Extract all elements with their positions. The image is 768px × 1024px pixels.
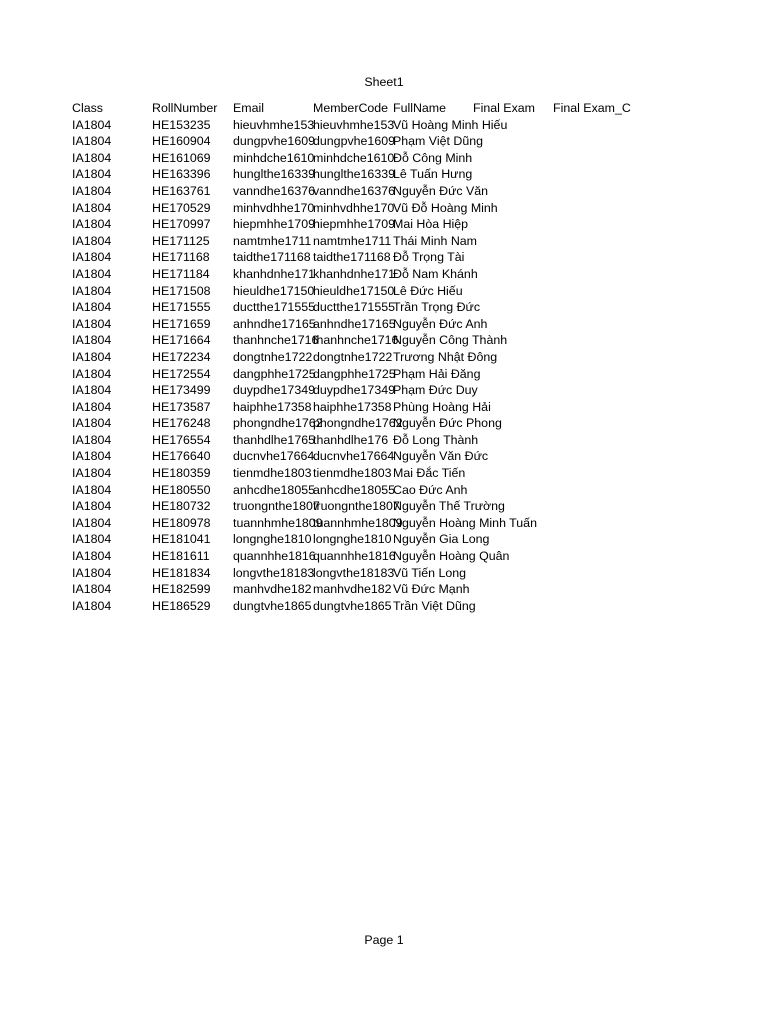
cell-member-code: haiphhe17358 bbox=[313, 399, 392, 414]
cell-member-code: hunglthe16339 bbox=[313, 167, 395, 182]
cell-full-name: Phạm Đức Duy bbox=[393, 383, 478, 398]
table-row bbox=[72, 316, 712, 333]
cell-class: IA1804 bbox=[72, 399, 112, 414]
cell-email: dangphhe1725 bbox=[233, 366, 316, 381]
cell-full-name: Trần Trọng Đức bbox=[393, 300, 481, 315]
cell-full-name: Lê Tuấn Hưng bbox=[393, 167, 473, 182]
table-row bbox=[72, 332, 712, 349]
cell-roll-number: HE171664 bbox=[152, 333, 211, 348]
cell-email: taidthe171168 bbox=[233, 250, 311, 265]
table-row bbox=[72, 366, 712, 383]
table-row bbox=[72, 399, 712, 416]
cell-member-code: thanhnche1716 bbox=[313, 333, 399, 348]
cell-email: dongtnhe1722 bbox=[233, 349, 313, 364]
cell-email: longvthe18183 bbox=[233, 565, 315, 580]
cell-member-code: ductthe171555 bbox=[313, 300, 395, 315]
cell-roll-number: HE173499 bbox=[152, 383, 211, 398]
cell-full-name: Phạm Hải Đăng bbox=[393, 366, 481, 381]
cell-member-code: hieuvhmhe153 bbox=[313, 117, 395, 132]
cell-roll-number: HE172554 bbox=[152, 366, 211, 381]
cell-full-name: Nguyễn Đức Văn bbox=[393, 183, 489, 198]
cell-email: quannhhe1816 bbox=[233, 549, 316, 564]
cell-roll-number: HE171168 bbox=[152, 250, 210, 265]
cell-member-code: manhvdhe182 bbox=[313, 582, 392, 597]
cell-roll-number: HE181611 bbox=[152, 549, 210, 564]
cell-full-name: Phạm Việt Dũng bbox=[393, 134, 484, 149]
table-row bbox=[72, 283, 712, 300]
cell-email: tuannhmhe1809 bbox=[233, 515, 323, 530]
cell-class: IA1804 bbox=[72, 532, 112, 547]
cell-class: IA1804 bbox=[72, 416, 112, 431]
cell-class: IA1804 bbox=[72, 266, 112, 281]
cell-full-name: Cao Đức Anh bbox=[393, 482, 468, 497]
data-grid bbox=[72, 100, 712, 614]
cell-member-code: dungtvhe1865 bbox=[313, 598, 392, 613]
table-row bbox=[72, 382, 712, 399]
cell-class: IA1804 bbox=[72, 167, 112, 182]
cell-class: IA1804 bbox=[72, 466, 112, 481]
cell-class: IA1804 bbox=[72, 482, 112, 497]
cell-roll-number: HE176248 bbox=[152, 416, 211, 431]
cell-class: IA1804 bbox=[72, 250, 112, 265]
cell-class: IA1804 bbox=[72, 565, 112, 580]
cell-email: hiepmhhe1709 bbox=[233, 217, 315, 232]
cell-full-name: Mai Đắc Tiến bbox=[393, 466, 466, 481]
table-body bbox=[72, 117, 712, 615]
cell-class: IA1804 bbox=[72, 383, 112, 398]
cell-email: ducnvhe17664 bbox=[233, 449, 315, 464]
cell-full-name: Trương Nhật Đông bbox=[393, 349, 498, 364]
cell-roll-number: HE186529 bbox=[152, 598, 211, 613]
cell-roll-number: HE176640 bbox=[152, 449, 211, 464]
header-email: Email bbox=[233, 101, 264, 115]
cell-full-name: Đỗ Nam Khánh bbox=[393, 266, 478, 281]
cell-roll-number: HE180550 bbox=[152, 482, 211, 497]
table-row bbox=[72, 166, 712, 183]
header-final-exam: Final Exam bbox=[473, 100, 553, 117]
cell-member-code: dangphhe1725 bbox=[313, 366, 396, 381]
cell-member-code: tienmdhe1803 bbox=[313, 466, 392, 481]
cell-member-code: quannhhe1816 bbox=[313, 549, 396, 564]
cell-class: IA1804 bbox=[72, 582, 112, 597]
cell-email: hieuvhmhe153 bbox=[233, 117, 315, 132]
cell-full-name: Đỗ Trọng Tài bbox=[393, 250, 465, 265]
cell-full-name: Vũ Hoàng Minh Hiếu bbox=[393, 117, 508, 132]
cell-full-name: Nguyễn Công Thành bbox=[393, 333, 508, 348]
table-row bbox=[72, 448, 712, 465]
cell-class: IA1804 bbox=[72, 499, 112, 514]
cell-member-code: longnghe1810 bbox=[313, 532, 392, 547]
cell-roll-number: HE180732 bbox=[152, 499, 211, 514]
cell-full-name: Nguyễn Thế Trường bbox=[393, 499, 505, 514]
cell-roll-number: HE170529 bbox=[152, 200, 211, 215]
cell-roll-number: HE171125 bbox=[152, 233, 210, 248]
cell-full-name: Mai Hòa Hiệp bbox=[393, 217, 469, 232]
cell-roll-number: HE161069 bbox=[152, 150, 211, 165]
header-row bbox=[72, 100, 712, 117]
table-row bbox=[72, 133, 712, 150]
cell-class: IA1804 bbox=[72, 333, 112, 348]
cell-class: IA1804 bbox=[72, 134, 112, 149]
cell-class: IA1804 bbox=[72, 217, 112, 232]
table-row bbox=[72, 200, 712, 217]
cell-class: IA1804 bbox=[72, 150, 112, 165]
cell-roll-number: HE180978 bbox=[152, 515, 211, 530]
cell-class: IA1804 bbox=[72, 598, 112, 613]
table-row bbox=[72, 117, 712, 134]
cell-full-name: Nguyễn Hoàng Minh Tuấn bbox=[393, 515, 537, 530]
cell-member-code: namtmhe1711 bbox=[313, 233, 392, 248]
cell-full-name: Phùng Hoàng Hải bbox=[393, 399, 491, 414]
cell-email: dungpvhe1609 bbox=[233, 134, 315, 149]
cell-class: IA1804 bbox=[72, 549, 112, 564]
cell-full-name: Nguyễn Văn Đức bbox=[393, 449, 489, 464]
table-row bbox=[72, 598, 712, 615]
cell-full-name: Nguyễn Gia Long bbox=[393, 532, 490, 547]
cell-email: tienmdhe1803 bbox=[233, 466, 312, 481]
cell-email: phongndhe1762 bbox=[233, 416, 323, 431]
cell-email: anhndhe17165 bbox=[233, 316, 316, 331]
cell-roll-number: HE176554 bbox=[152, 432, 211, 447]
table-row bbox=[72, 465, 712, 482]
cell-member-code: thanhdlhe176 bbox=[313, 432, 389, 447]
cell-class: IA1804 bbox=[72, 183, 112, 198]
cell-class: IA1804 bbox=[72, 233, 112, 248]
cell-member-code: tuannhmhe1809 bbox=[313, 515, 403, 530]
table-row bbox=[72, 531, 712, 548]
cell-email: khanhdnhe171 bbox=[233, 266, 315, 281]
cell-class: IA1804 bbox=[72, 200, 112, 215]
sheet-title: Sheet1 bbox=[364, 75, 404, 89]
cell-email: minhvdhhe170 bbox=[233, 200, 315, 215]
header-roll-number: RollNumber bbox=[152, 101, 218, 115]
table-row bbox=[72, 565, 712, 582]
cell-full-name: Nguyễn Đức Anh bbox=[393, 316, 488, 331]
cell-member-code: longvthe18183 bbox=[313, 565, 395, 580]
cell-class: IA1804 bbox=[72, 449, 112, 464]
cell-class: IA1804 bbox=[72, 300, 112, 315]
cell-email: ductthe171555 bbox=[233, 300, 315, 315]
cell-email: minhdche1610 bbox=[233, 150, 315, 165]
cell-roll-number: HE160904 bbox=[152, 134, 211, 149]
page-footer: Page 1 bbox=[364, 933, 404, 947]
cell-roll-number: HE171508 bbox=[152, 283, 211, 298]
cell-email: duypdhe17349 bbox=[233, 383, 315, 398]
cell-email: thanhnche1716 bbox=[233, 333, 319, 348]
header-final-exam-c: Final Exam_C bbox=[553, 100, 643, 117]
cell-member-code: khanhdnhe171 bbox=[313, 266, 395, 281]
header-class: Class bbox=[72, 101, 103, 115]
cell-full-name: Vũ Đức Mạnh bbox=[393, 582, 470, 597]
cell-member-code: truongnthe1807 bbox=[313, 499, 400, 514]
table-row bbox=[72, 498, 712, 515]
table-row bbox=[72, 548, 712, 565]
cell-email: namtmhe1711 bbox=[233, 233, 312, 248]
table-row bbox=[72, 299, 712, 316]
cell-roll-number: HE171659 bbox=[152, 316, 211, 331]
cell-roll-number: HE181041 bbox=[152, 532, 211, 547]
cell-email: anhcdhe18055 bbox=[233, 482, 315, 497]
cell-email: hunglthe16339 bbox=[233, 167, 315, 182]
table-row bbox=[72, 183, 712, 200]
table-row bbox=[72, 249, 712, 266]
cell-member-code: hiepmhhe1709 bbox=[313, 217, 395, 232]
cell-class: IA1804 bbox=[72, 366, 112, 381]
cell-email: truongnthe1807 bbox=[233, 499, 320, 514]
cell-class: IA1804 bbox=[72, 316, 112, 331]
cell-roll-number: HE181834 bbox=[152, 565, 211, 580]
cell-full-name: Nguyễn Hoàng Quân bbox=[393, 549, 510, 564]
cell-member-code: anhndhe17165 bbox=[313, 316, 396, 331]
table-row bbox=[72, 581, 712, 598]
cell-member-code: minhvdhhe170 bbox=[313, 200, 395, 215]
cell-full-name: Trần Việt Dũng bbox=[393, 598, 476, 613]
table-row bbox=[72, 233, 712, 250]
cell-roll-number: HE153235 bbox=[152, 117, 211, 132]
table-row bbox=[72, 432, 712, 449]
table-row bbox=[72, 150, 712, 167]
cell-member-code: hieuldhe17150 bbox=[313, 283, 395, 298]
cell-full-name: Lê Đức Hiếu bbox=[393, 283, 463, 298]
cell-roll-number: HE171555 bbox=[152, 300, 211, 315]
cell-roll-number: HE171184 bbox=[152, 266, 210, 281]
cell-full-name: Đỗ Long Thành bbox=[393, 432, 479, 447]
cell-member-code: dongtnhe1722 bbox=[313, 349, 393, 364]
header-full-name: FullName bbox=[393, 101, 447, 115]
cell-member-code: duypdhe17349 bbox=[313, 383, 395, 398]
table-row bbox=[72, 349, 712, 366]
cell-roll-number: HE180359 bbox=[152, 466, 211, 481]
cell-roll-number: HE182599 bbox=[152, 582, 211, 597]
cell-roll-number: HE172234 bbox=[152, 349, 211, 364]
cell-member-code: vanndhe16376 bbox=[313, 183, 395, 198]
header-member-code: MemberCode bbox=[313, 101, 389, 115]
cell-class: IA1804 bbox=[72, 117, 112, 132]
cell-member-code: phongndhe1762 bbox=[313, 416, 403, 431]
cell-email: manhvdhe182 bbox=[233, 582, 312, 597]
cell-email: hieuldhe17150 bbox=[233, 283, 315, 298]
cell-member-code: ducnvhe17664 bbox=[313, 449, 395, 464]
cell-full-name: Vũ Tiến Long bbox=[393, 565, 467, 580]
cell-class: IA1804 bbox=[72, 432, 112, 447]
cell-email: thanhdlhe1765 bbox=[233, 432, 315, 447]
cell-member-code: taidthe171168 bbox=[313, 250, 391, 265]
cell-roll-number: HE170997 bbox=[152, 217, 211, 232]
table-row bbox=[72, 482, 712, 499]
cell-email: dungtvhe1865 bbox=[233, 598, 312, 613]
cell-email: haiphhe17358 bbox=[233, 399, 312, 414]
cell-full-name: Nguyễn Đức Phong bbox=[393, 416, 502, 431]
table-row bbox=[72, 415, 712, 432]
cell-full-name: Thái Minh Nam bbox=[393, 233, 478, 248]
cell-class: IA1804 bbox=[72, 515, 112, 530]
cell-email: vanndhe16376 bbox=[233, 183, 315, 198]
cell-roll-number: HE163396 bbox=[152, 167, 211, 182]
cell-member-code: dungpvhe1609 bbox=[313, 134, 395, 149]
cell-class: IA1804 bbox=[72, 283, 112, 298]
cell-member-code: minhdche1610 bbox=[313, 150, 395, 165]
cell-roll-number: HE163761 bbox=[152, 183, 211, 198]
cell-email: longnghe1810 bbox=[233, 532, 312, 547]
cell-full-name: Đỗ Công Minh bbox=[393, 150, 473, 165]
table-row bbox=[72, 266, 712, 283]
cell-class: IA1804 bbox=[72, 349, 112, 364]
cell-full-name: Vũ Đỗ Hoàng Minh bbox=[393, 200, 498, 215]
table-row bbox=[72, 515, 712, 532]
cell-member-code: anhcdhe18055 bbox=[313, 482, 395, 497]
cell-roll-number: HE173587 bbox=[152, 399, 211, 414]
table-row bbox=[72, 216, 712, 233]
